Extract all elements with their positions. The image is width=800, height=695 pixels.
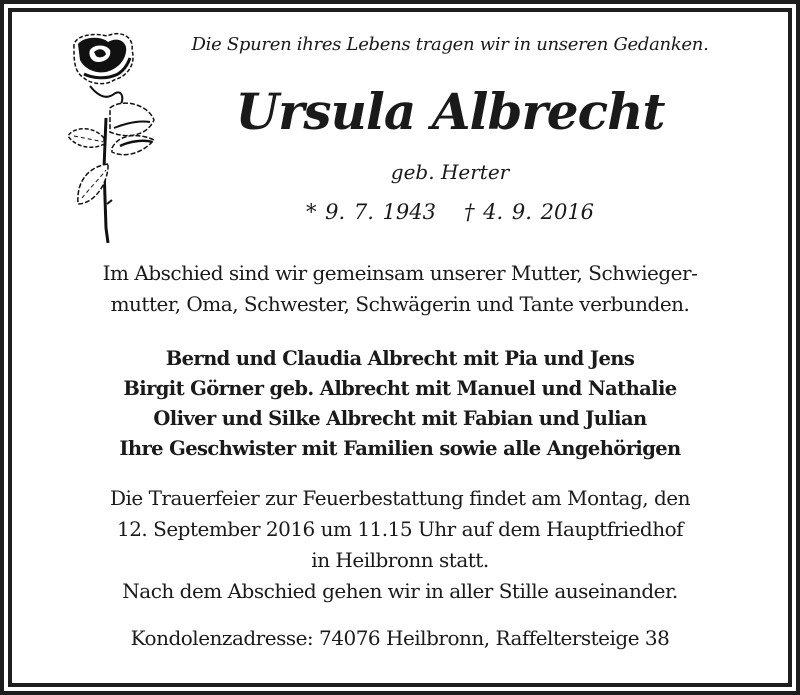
death-date: † 4. 9. 2016 [464,200,595,224]
intro-line: Im Abschied sind wir gemeinsam unserer Mutter, Schwieger- [102,261,698,285]
birth-date: * 9. 7. 1943 [305,200,436,224]
intro-line: mutter, Oma, Schwester, Schwägerin und Tante verbunden. [110,292,690,316]
service-line: 12. September 2016 um 11.15 Uhr auf dem Hauptfriedhof [116,517,684,541]
life-dates [170,200,730,224]
intro-text [0,258,800,320]
service-line: in Heilbronn statt. [311,548,489,572]
service-line: Die Trauerfeier zur Feuerbestattung findet am Montag, den [109,486,691,510]
mourner-line: Birgit Görner geb. Albrecht mit Manuel und Nathalie [123,377,677,400]
mourner-line: Oliver und Silke Albrecht mit Fabian und Julian [153,407,647,430]
rose-icon [62,28,172,243]
motto: Die Spuren ihres Lebens tragen wir in unseren Gedanken. [191,34,709,55]
service-line: Nach dem Abschied gehen wir in aller Stille auseinander. [122,579,678,603]
mourner-line: Bernd und Claudia Albrecht mit Pia und Jens [165,347,635,370]
mourners-list [0,344,800,464]
service-info [0,483,800,607]
mourner-line: Ihre Geschwister mit Familien sowie alle Angehörigen [119,437,681,460]
condolence-address: Kondolenzadresse: 74076 Heilbronn, Raffeltersteige 38 [130,626,670,650]
deceased-name: Ursula Albrecht [235,82,665,141]
maiden-name: geb. Herter [390,160,510,184]
